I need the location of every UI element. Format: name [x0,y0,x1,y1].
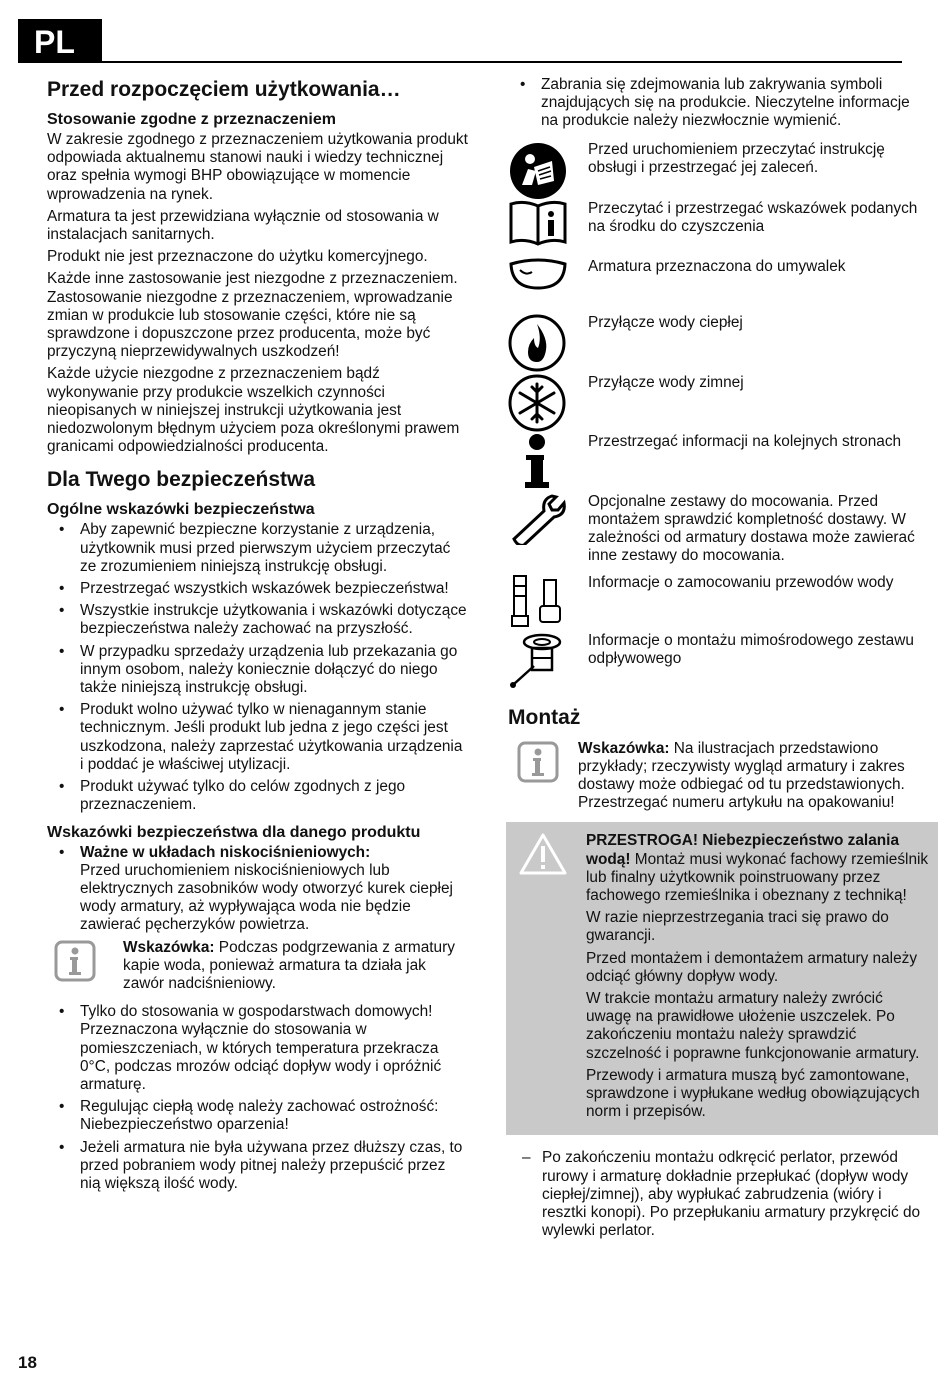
list-item: • Regulując ciepłą wodę należy zachować ostrożność: Niebezpieczeństwo oparzenia! [47,1098,470,1134]
icon-description: Informacje o montażu mimośrodowego zestawu odpływowego [588,631,914,667]
paragraph: Każde użycie niezgodne z przeznaczeniem bądź wykonywanie przy produkcie wszelkich czynności nieopisanych w niniejszej instrukcji użytkowania jest niedozwolonym błędnym użyciem poza określonymi prawem granicami odpowiedzialności producenta. [47,365,460,456]
heading-intended-use: Stosowanie zgodne z przeznaczeniem [47,111,336,128]
hot-water-flame-icon [508,314,588,372]
warning-triangle-icon [508,832,586,1125]
list-item [47,844,470,935]
note-text: Na ilustracjach przedstawiono przykłady; rzeczywisty wygląd armatury i zakres dostawy może odbiegać od tu przedstawionych. Przestrzegać numeru artykułu na opakowaniu! [578,739,905,812]
language-tab: PL [18,19,102,63]
caution-paragraph: Przewody i armatura muszą być zamontowane, sprawdzone i wypłukane według obowiązujących norm i przepisów. [586,1066,920,1121]
icon-row [508,314,930,374]
icon-row [508,493,930,574]
icon-row [508,141,930,200]
icon-description: Przyłącze wody zimnej [588,373,744,391]
heading-general-safety: Ogólne wskazówki bezpieczeństwa [47,501,315,519]
cleaning-info-book-icon [508,200,588,246]
icon-description: Informacje o zamocowaniu przewodów wody [588,573,894,591]
right-column [508,76,930,1240]
icon-description: Przestrzegać informacji na kolejnych stronach [588,432,902,450]
icon-row [508,374,930,433]
list-item: • Produkt używać tylko do celów zgodnych z jego przeznaczeniem. [47,778,470,814]
drain-waste-set-icon [508,632,588,692]
heading-mounting: Montaż [508,705,581,729]
list-item: • Zabrania się zdejmowania lub zakrywania symboli znajdujących się na produkcie. Nieczytelne informacje na produkcie należy niezwłocznie wymienić. [508,76,930,131]
caution-box [506,822,938,1135]
icon-description: Przeczytać i przestrzegać wskazówek podanych na środku do czyszczenia [588,199,918,235]
info-i-icon [508,433,588,491]
icon-description: Przyłącze wody ciepłej [588,313,743,331]
lowpress-title: Ważne w układach niskociśnieniowych: [80,843,371,861]
note-text: Podczas podgrzewania z armatury kapie woda, ponieważ armatura ta działa jak zawór nadciśnieniowy. [123,938,455,992]
list-item: • Wszystkie instrukcje użytkowania i wskazówki dotyczące bezpieczeństwa należy zachować na przyszłość. [47,602,470,638]
read-manual-icon [508,141,588,201]
dash-list-item [508,1149,930,1240]
icon-row [508,433,930,493]
icon-description: Przed uruchomieniem przeczytać instrukcję obsługi i przestrzegać jej zaleceń. [588,140,885,176]
dash-marker: – [522,1149,531,1167]
lowpress-text: Przed uruchomieniem niskociśnieniowych lub elektrycznych zasobników wody otworzyć kurek ciepłej wody armatury, aż wypływająca woda nie będzie zawierać pęcherzyków powietrza. [80,861,453,934]
caution-paragraph: Przed montażem i demontażem armatury należy odciąć główny dopływ wody. [586,949,918,985]
paragraph: W zakresie zgodnego z przeznaczeniem użytkowania produkt odpowiada aktualnemu stanowi nauki i wiedzy technicznej oraz spełnia wymogi BHP obowiązujące w momencie wprowadzenia na rynek. [47,131,468,203]
caution-text: Montaż musi wykonać fachowy rzemieślnik lub finalny użytkownik poinstruowany przez fachowego rzemieślnika i obeznany z techniką! [586,850,929,905]
paragraph: Produkt nie jest przeznaczone do użytku komercyjnego. [47,248,428,266]
icon-row [508,632,930,700]
product-safety-list [47,844,470,935]
header-rule [100,61,902,63]
list-item: • W przypadku sprzedaży urządzenia lub przekazania go innym osobom, należy koniecznie dołączyć do niego także niniejszą instrukcję obsługi. [47,643,470,698]
paragraph: Każde inne zastosowanie jest niezgodne z przeznaczeniem. Zastosowanie niezgodne z przeznaczeniem, wprowadzanie zmian w produkcie lub stosowanie części, które nie są sprawdzone i dopuszczone przez producenta, może być przyczyną nieprzewidywalnych uszkodzeń! [47,270,458,361]
left-column [47,76,470,1197]
cold-water-snowflake-icon [508,374,588,432]
hose-connection-icon [508,574,588,630]
caution-paragraph: W razie nieprzestrzegania traci się prawo do gwarancji. [586,909,889,945]
note-box [508,740,930,813]
heading-before-use: Przed rozpoczęciem użytkowania… [47,78,401,101]
paragraph: Armatura ta jest przewidziana wyłącznie od stosowania w instalacjach sanitarnych. [47,207,439,244]
list-item: • Aby zapewnić bezpieczne korzystanie z urządzenia, użytkownik musi przed pierwszym użyciem przeczytać ze zrozumieniem niniejszą instrukcję obsługi. [47,521,470,576]
note-box [47,939,470,994]
page-number: 18 [18,1353,37,1372]
final-instruction: Po zakończeniu montażu odkręcić perlator, przewód rurowy i armaturę dokładnie przepłukać (dopływ wody ciepłej/zimnej), aby wypłukać zabrudzenia (wióry i resztki konopi). Po przepłukaniu armatury przykręcić do wylewki perlator. [542,1149,921,1240]
icon-row [508,258,930,314]
washbasin-icon [508,258,588,292]
caution-label: PRZESTROGA! Niebezpieczeństwo zalania wodą! [586,832,900,868]
icon-description: Armatura przeznaczona do umywalek [588,257,846,275]
icon-description: Opcjonalne zestawy do mocowania. Przed montażem sprawdzić kompletność dostawy. W zależności od armatury dostawa może zawierać inne zestawy do mocowania. [588,492,915,565]
icon-row [508,200,930,258]
info-note-icon [53,939,123,994]
heading-safety: Dla Twego bezpieczeństwa [47,468,316,492]
symbols-list [508,76,930,131]
product-safety-list-2 [47,1003,470,1193]
wrench-icon [508,493,588,545]
list-item: • Jeżeli armatura nie była używana przez dłuższy czas, to przed pobraniem wody pitnej należy przepuścić przez nią większą ilość wody. [47,1139,470,1194]
list-item: • Produkt wolno używać tylko w nienagannym stanie technicznym. Jeśli produkt lub jedna z jego części jest uszkodzona, należy zaprzestać użytkowania urządzenia i poddać je właściwej utylizacji. [47,701,470,774]
heading-product-safety: Wskazówki bezpieczeństwa dla danego produktu [47,823,421,841]
general-safety-list [47,521,470,814]
list-item: • Przestrzegać wszystkich wskazówek bezpieczeństwa! [47,580,470,598]
info-note-icon [508,740,578,813]
caution-paragraph: W trakcie montażu armatury należy zwrócić uwagę na prawidłowe ułożenie uszczelek. Po zakończeniu montażu należy sprawdzić szczelność i poprawne funkcjonowanie armatury. [586,990,920,1062]
list-item: • Tylko do stosowania w gospodarstwach domowych! Przeznaczona wyłącznie do stosowania w pomieszczeniach, w których temperatura przekracza 0°C, podczas mrozów odciąć dopływ wody i opróżnić armaturę. [47,1003,470,1094]
note-label: Wskazówka: [578,739,670,757]
note-label: Wskazówka: [123,938,215,956]
icon-row [508,574,930,632]
